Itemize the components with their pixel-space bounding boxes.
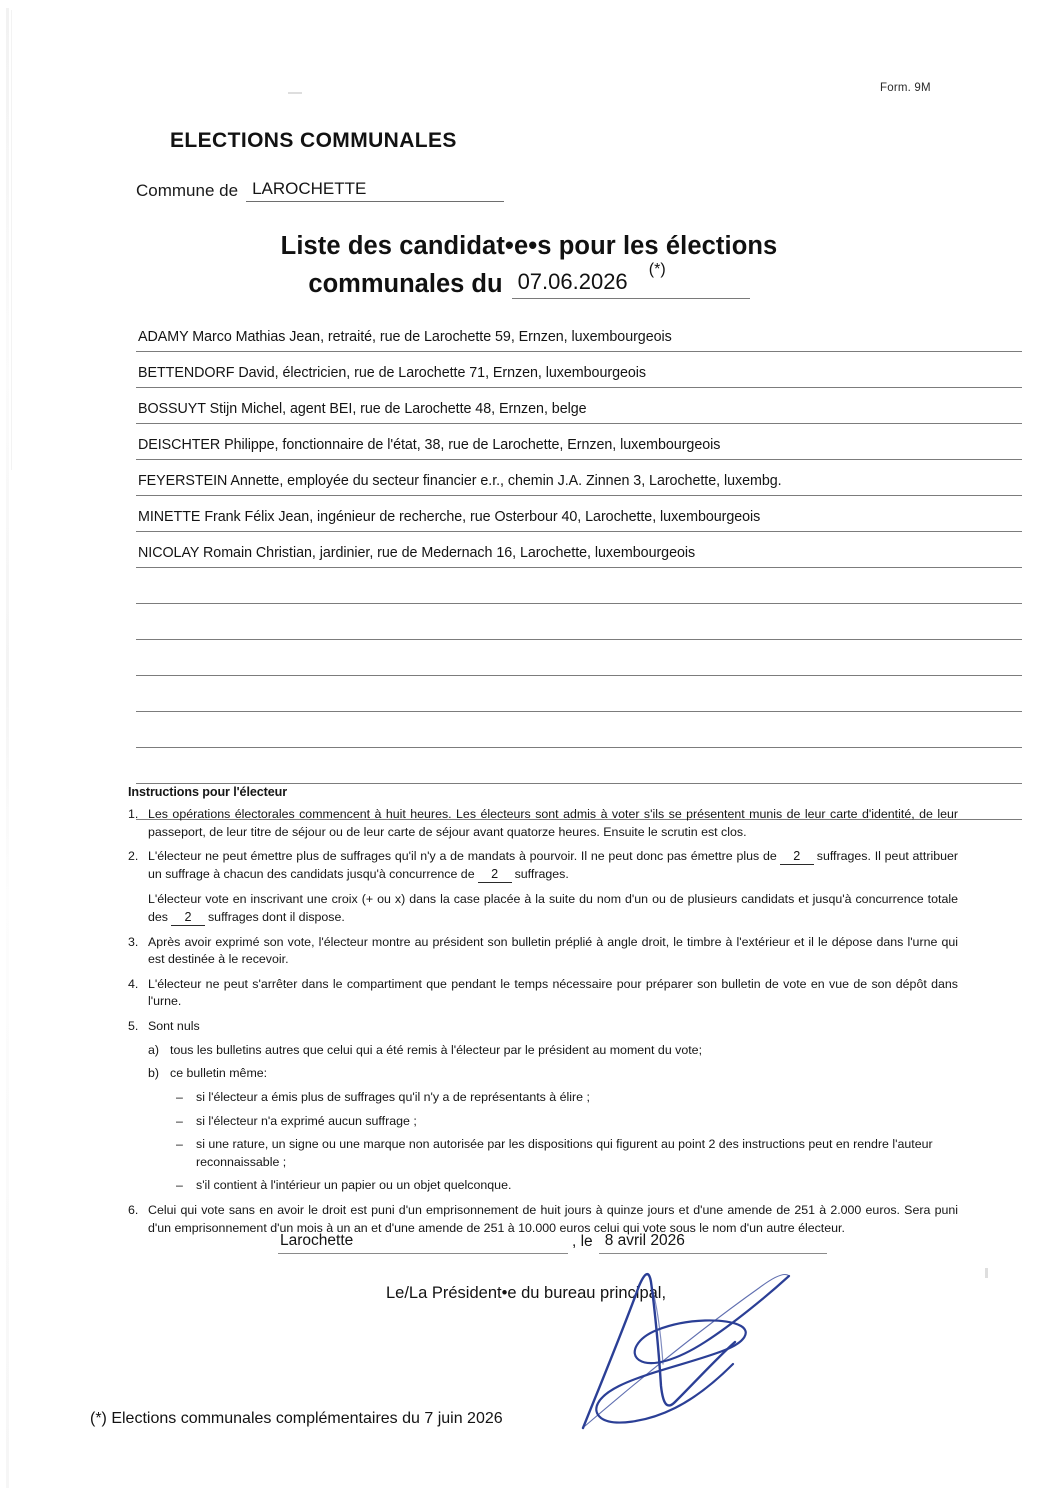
instruction-item-5a	[128, 1042, 958, 1060]
candidate-row-empty[interactable]	[136, 604, 1022, 640]
candidate-row-empty[interactable]	[136, 568, 1022, 604]
president-label: Le/La Président•e du bureau principal,	[386, 1284, 667, 1302]
candidate-row-empty[interactable]	[136, 748, 1022, 784]
suffrages-blank-1[interactable]: 2	[780, 850, 814, 865]
dash-item-text: si une rature, un signe ou une marque non autorisée par les dispositions qui figurent au point 2 des instructions peut en rendre l'auteur reconnaissable ;	[196, 1137, 933, 1169]
scan-speck	[288, 92, 302, 94]
dash-item-text: s'il contient à l'intérieur un papier ou un objet quelconque.	[196, 1178, 512, 1193]
instruction-text: Sont nuls	[148, 1019, 200, 1034]
candidate-name: BOSSUYT Stijn Michel, agent BEI, rue de Larochette 48, Ernzen, belge	[138, 401, 587, 417]
candidate-name: NICOLAY Romain Christian, jardinier, rue de Medernach 16, Larochette, luxembourgeois	[138, 545, 696, 561]
instruction-item-3	[128, 934, 958, 969]
instruction-text-part-a: L'électeur vote en inscrivant une croix (+ ou x) dans la case placée à la suite du nom d'un ou de plusieurs candidats et jusqu'à concurrence totale des	[148, 892, 958, 925]
instruction-item-5b	[128, 1065, 958, 1083]
footnote-marker: (*)	[648, 261, 666, 278]
instruction-number: 5.	[128, 1019, 139, 1034]
candidate-row-empty[interactable]	[136, 640, 1022, 676]
dash-marker: –	[176, 1137, 183, 1152]
candidate-name: DEISCHTER Philippe, fonctionnaire de l'état, 38, rue de Larochette, Ernzen, luxembourgeois	[138, 437, 721, 453]
instruction-item-5	[128, 1018, 958, 1036]
document-title-block	[0, 232, 1058, 299]
instructions-title: Instructions pour l'électeur	[128, 785, 288, 799]
suffrages-blank-2[interactable]: 2	[478, 868, 512, 883]
candidate-row[interactable]	[136, 496, 1022, 532]
instruction-text	[148, 848, 958, 883]
candidate-name: FEYERSTEIN Annette, employée du secteur financier e.r., chemin J.A. Zinnen 3, Larochette, luxembg.	[138, 473, 782, 489]
instruction-number: 1.	[128, 807, 139, 821]
instruction-item-4	[128, 976, 958, 1011]
candidate-row[interactable]	[136, 532, 1022, 568]
sub-item-marker: a)	[148, 1042, 160, 1057]
dash-item-text: si l'électeur a émis plus de suffrages qu'il n'y a de représentants à élire ;	[196, 1089, 590, 1104]
page-title: ELECTIONS COMMUNALES	[170, 129, 457, 152]
instruction-dash-2	[128, 1113, 958, 1131]
instruction-text-part-c: suffrages.	[514, 866, 569, 881]
instruction-number: 3.	[128, 934, 139, 949]
sub-item-text: ce bulletin même:	[170, 1066, 268, 1081]
signature-place-field[interactable]: Larochette	[278, 1232, 568, 1254]
dash-marker: –	[176, 1178, 183, 1193]
election-date-value: 07.06.2026	[517, 269, 628, 294]
instruction-number: 2.	[128, 849, 139, 864]
instruction-text: Après avoir exprimé son vote, l'électeur montre au président son bulletin préplié à angle droit, le timbre à l'extérieur et il le dépose dans l'urne qui est destinée à le recevoir.	[148, 934, 958, 967]
instruction-number: 4.	[128, 976, 139, 991]
election-date-field[interactable]	[512, 261, 750, 299]
candidate-row[interactable]	[136, 316, 1022, 352]
instruction-item-1	[128, 806, 958, 841]
scan-edge-artifact	[6, 8, 9, 1488]
scan-speck	[985, 1268, 988, 1278]
commune-label: Commune de	[136, 180, 239, 200]
sub-item-text: tous les bulletins autres que celui qui a été remis à l'électeur par le président au moment du vote;	[170, 1042, 703, 1057]
instruction-item-2	[128, 848, 958, 883]
signature-block	[278, 1232, 838, 1303]
candidate-row[interactable]	[136, 388, 1022, 424]
instruction-dash-3	[128, 1136, 958, 1171]
instruction-dash-4	[128, 1177, 958, 1195]
candidate-name: ADAMY Marco Mathias Jean, retraité, rue de Larochette 59, Ernzen, luxembourgeois	[138, 329, 672, 345]
instruction-text-part-b: suffrages. Il peut attribuer un suffrage à chacun des candidats jusqu'à concurrence de	[148, 849, 958, 881]
instruction-text-part-b: suffrages dont il dispose.	[207, 910, 345, 925]
commune-value-field[interactable]: LAROCHETTE	[246, 180, 504, 202]
instructions-section	[128, 785, 958, 1237]
footnote-text: (*) Elections communales complémentaires du 7 juin 2026	[90, 1410, 503, 1427]
candidate-list	[136, 316, 1022, 820]
instruction-item-2-paragraph	[128, 891, 958, 926]
signature-place-date-row	[278, 1232, 838, 1254]
commune-row	[136, 180, 504, 202]
title-line-2	[0, 261, 1058, 299]
instruction-text: Les opérations électorales commencent à huit heures. Les électeurs sont admis à voter s'ils se présentent munis de leur carte d'identité, de leur passeport, de leur titre de séjour ou de leur carte de séjour avant quatorze heures. Ensuite le scrutin est clos.	[148, 807, 958, 839]
title-line-1: Liste des candidat•e•s pour les élections	[280, 232, 778, 260]
title-line-2-prefix: communales du	[308, 270, 503, 298]
instruction-number: 6.	[128, 1202, 139, 1217]
dash-marker: –	[176, 1113, 183, 1128]
candidate-row[interactable]	[136, 352, 1022, 388]
signature-le-label: , le	[572, 1233, 593, 1250]
dash-item-text: si l'électeur n'a exprimé aucun suffrage ;	[196, 1113, 417, 1128]
candidate-row[interactable]	[136, 460, 1022, 496]
sub-item-marker: b)	[148, 1066, 160, 1081]
instruction-dash-1	[128, 1089, 958, 1107]
suffrages-blank-3[interactable]: 2	[171, 911, 205, 926]
candidate-row[interactable]	[136, 424, 1022, 460]
candidate-name: BETTENDORF David, électricien, rue de Larochette 71, Ernzen, luxembourgeois	[138, 365, 646, 381]
dash-marker: –	[176, 1089, 183, 1104]
instruction-text: Celui qui vote sans en avoir le droit est puni d'un emprisonnement de huit jours à quinze jours et d'une amende de 251 à 2.000 euros. Sera puni d'un emprisonnement d'un mois à un an et d'une amende de 251 à 10.000 euros celui qui vote sous le nom d'un autre électeur.	[148, 1202, 958, 1235]
candidate-row-empty[interactable]	[136, 676, 1022, 712]
candidate-name: MINETTE Frank Félix Jean, ingénieur de recherche, rue Osterbour 40, Larochette, luxembourgeois	[138, 509, 761, 525]
form-code: Form. 9M	[880, 82, 931, 94]
candidate-row-empty[interactable]	[136, 712, 1022, 748]
instruction-text: L'électeur ne peut s'arrêter dans le compartiment que pendant le temps nécessaire pour préparer son bulletin de vote en vue de son dépôt dans l'urne.	[148, 976, 958, 1009]
signature-date-field[interactable]: 8 avril 2026	[599, 1232, 827, 1254]
instruction-text-part-a: L'électeur ne peut émettre plus de suffrages qu'il n'y a de mandats à pourvoir. Il ne peut donc pas émettre plus de	[148, 849, 777, 864]
